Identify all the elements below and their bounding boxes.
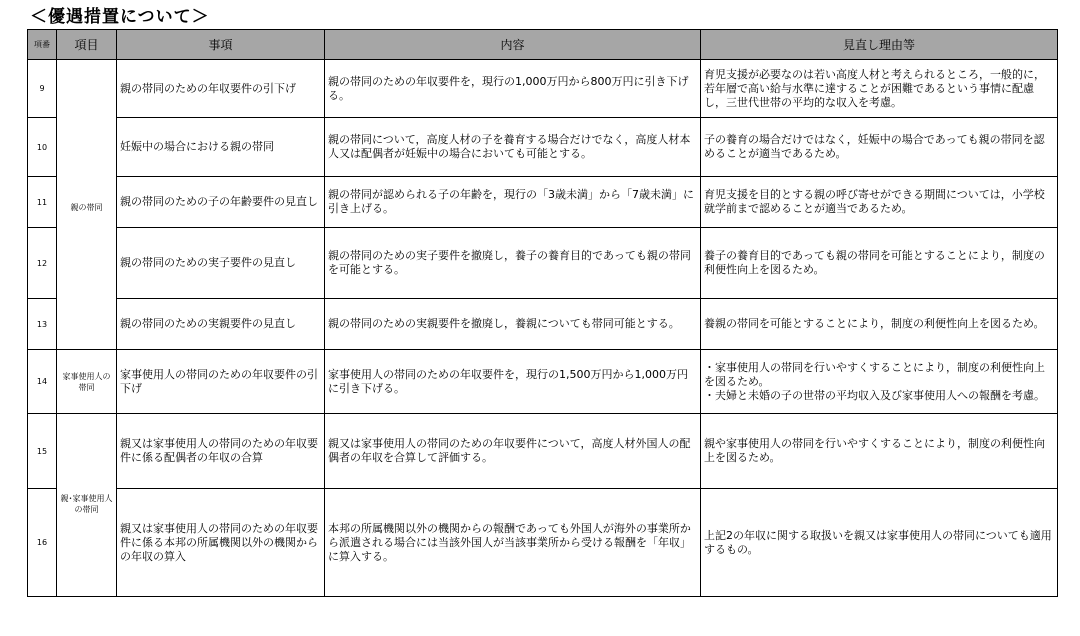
row-matter: 親又は家事使用人の帯同のための年収要件に係る配偶者の年収の合算	[117, 414, 325, 489]
row-reason: 育児支援を目的とする親の呼び寄せができる期間については，小学校就学前まで認めることが適当であるため。	[701, 177, 1058, 228]
row-number: 13	[28, 299, 57, 350]
reason-line: ・家事使用人の帯同を行いやすくすることにより，制度の利便性向上を図るため。	[704, 360, 1045, 388]
row-number: 9	[28, 60, 57, 118]
row-reason: 上記2の年収に関する取扱いを親又は家事使用人の帯同についても適用するもの。	[701, 489, 1058, 597]
table-row	[28, 118, 1058, 177]
row-content: 親の帯同のための年収要件を，現行の1,000万円から800万円に引き下げる。	[325, 60, 701, 118]
row-content: 親の帯同について，高度人材の子を養育する場合だけでなく，高度人材本人又は配偶者が妊娠中の場合においても可能とする。	[325, 118, 701, 177]
row-matter: 妊娠中の場合における親の帯同	[117, 118, 325, 177]
row-content: 親の帯同のための実親要件を撤廃し，養親についても帯同可能とする。	[325, 299, 701, 350]
table-row	[28, 60, 1058, 118]
row-number: 10	[28, 118, 57, 177]
row-content: 親の帯同が認められる子の年齢を，現行の「3歳未満」から「7歳未満」に引き上げる。	[325, 177, 701, 228]
table-row	[28, 228, 1058, 299]
row-number: 16	[28, 489, 57, 597]
table-row	[28, 489, 1058, 597]
header-reason: 見直し理由等	[701, 30, 1058, 60]
row-content: 家事使用人の帯同のための年収要件を，現行の1,500万円から1,000万円に引き下げる。	[325, 350, 701, 414]
page-title: ＜優遇措置について＞	[30, 7, 210, 27]
table-row	[28, 299, 1058, 350]
row-matter: 親の帯同のための年収要件の引下げ	[117, 60, 325, 118]
row-number: 12	[28, 228, 57, 299]
table-row	[28, 350, 1058, 414]
category-parent: 親の帯同	[57, 60, 117, 350]
row-reason	[701, 350, 1058, 414]
row-content: 本邦の所属機関以外の機関からの報酬であっても外国人が海外の事業所から派遣される場合には当該外国人が当該事業所から受ける報酬を「年収」に算入する。	[325, 489, 701, 597]
category-parent-domestic: 親･家事使用人の帯同	[57, 414, 117, 597]
row-matter: 親の帯同のための子の年齢要件の見直し	[117, 177, 325, 228]
header-matter: 事項	[117, 30, 325, 60]
row-reason: 養親の帯同を可能とすることにより，制度の利便性向上を図るため。	[701, 299, 1058, 350]
table-row	[28, 414, 1058, 489]
header-content: 内容	[325, 30, 701, 60]
measures-table	[27, 29, 1058, 597]
reason-line: ・夫婦と未婚の子の世帯の平均収入及び家事使用人への報酬を考慮。	[704, 388, 1045, 402]
header-item: 項目	[57, 30, 117, 60]
category-domestic: 家事使用人の帯同	[57, 350, 117, 414]
row-number: 15	[28, 414, 57, 489]
table-header-row	[28, 30, 1058, 60]
row-matter: 親の帯同のための実子要件の見直し	[117, 228, 325, 299]
row-content: 親の帯同のための実子要件を撤廃し，養子の養育目的であっても親の帯同を可能とする。	[325, 228, 701, 299]
row-matter: 家事使用人の帯同のための年収要件の引下げ	[117, 350, 325, 414]
row-reason: 育児支援が必要なのは若い高度人材と考えられるところ，一般的に，若年層で高い給与水準に達することが困難であるという事情に配慮し，三世代世帯の平均的な収入を考慮。	[701, 60, 1058, 118]
row-reason: 養子の養育目的であっても親の帯同を可能とすることにより，制度の利便性向上を図るため。	[701, 228, 1058, 299]
row-matter: 親の帯同のための実親要件の見直し	[117, 299, 325, 350]
row-reason: 子の養育の場合だけではなく，妊娠中の場合であっても親の帯同を認めることが適当であるため。	[701, 118, 1058, 177]
row-number: 14	[28, 350, 57, 414]
row-reason: 親や家事使用人の帯同を行いやすくすることにより，制度の利便性向上を図るため。	[701, 414, 1058, 489]
row-matter: 親又は家事使用人の帯同のための年収要件に係る本邦の所属機関以外の機関からの年収の算入	[117, 489, 325, 597]
header-num: 項番	[28, 30, 57, 60]
row-number: 11	[28, 177, 57, 228]
table-row	[28, 177, 1058, 228]
row-content: 親又は家事使用人の帯同のための年収要件について，高度人材外国人の配偶者の年収を合算して評価する。	[325, 414, 701, 489]
